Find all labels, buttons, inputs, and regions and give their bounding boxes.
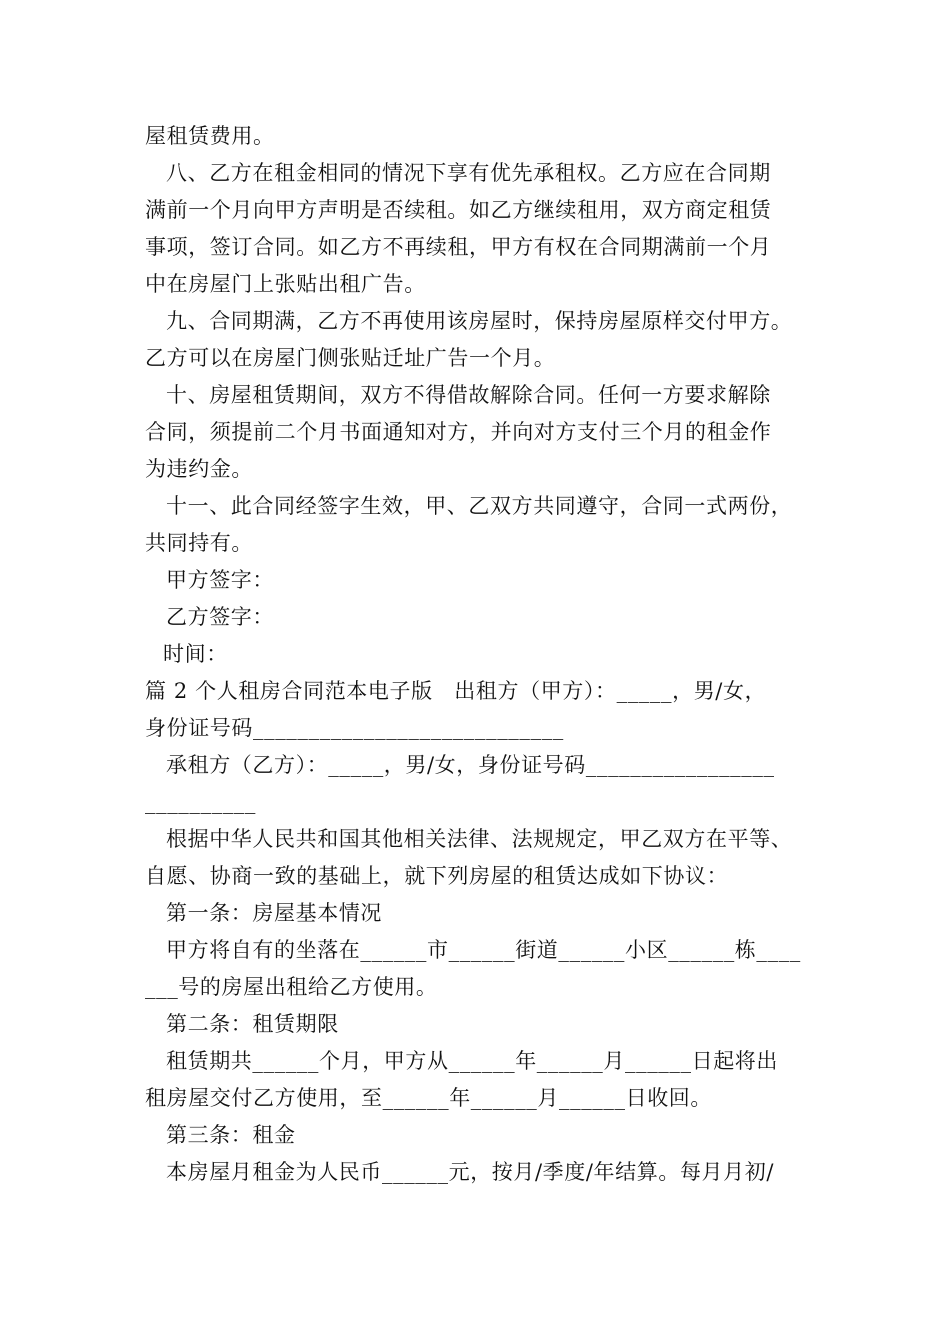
text-line: 八、乙方在租金相同的情况下享有优先承租权。乙方应在合同期	[166, 161, 771, 185]
text-line: 乙方可以在房屋门侧张贴迁址广告一个月。	[145, 346, 556, 370]
text-line: 共同持有。	[145, 531, 253, 555]
text-line: 租赁期共______个月，甲方从______年______月______日起将出	[166, 1049, 778, 1073]
text-line: 合同，须提前二个月书面通知对方，并向对方支付三个月的租金作	[145, 420, 772, 444]
article-heading: 第一条：房屋基本情况	[166, 901, 382, 925]
text-line: 中在房屋门上张贴出租广告。	[145, 272, 426, 296]
text-line: 满前一个月向甲方声明是否续租。如乙方继续租用，双方商定租赁	[145, 198, 772, 222]
signature-label-party-a: 甲方签字：	[166, 568, 274, 592]
text-line: 事项，签订合同。如乙方不再续租，甲方有权在合同期满前一个月	[145, 235, 772, 259]
text-line: __________	[145, 790, 256, 814]
text-line: 承租方（乙方）：_____，男/女，身份证号码_________________	[166, 753, 775, 777]
text-line: 甲方将自有的坐落在______市______街道______小区______栋____	[166, 938, 801, 962]
date-label: 时间：	[163, 642, 228, 666]
text-line: 屋租赁费用。	[145, 124, 275, 148]
signature-label-party-b: 乙方签字：	[166, 605, 274, 629]
text-line: 本房屋月租金为人民币______元，按月/季度/年结算。每月月初/	[166, 1160, 775, 1184]
text-line: 自愿、协商一致的基础上，就下列房屋的租赁达成如下协议：	[145, 864, 729, 888]
text-line: 身份证号码____________________________	[145, 716, 564, 740]
text-line: 十一、此合同经签字生效，甲、乙双方共同遵守，合同一式两份，	[166, 494, 793, 518]
text-line: 租房屋交付乙方使用，至______年______月______日收回。	[145, 1086, 712, 1110]
text-line: 十、房屋租赁期间，双方不得借故解除合同。任何一方要求解除	[166, 383, 771, 407]
article-heading: 第二条：租赁期限	[166, 1012, 339, 1036]
text-line: 九、合同期满，乙方不再使用该房屋时，保持房屋原样交付甲方。	[166, 309, 793, 333]
text-line: ___号的房屋出租给乙方使用。	[145, 975, 438, 999]
article-heading: 第三条：租金	[166, 1123, 296, 1147]
text-line: 为违约金。	[145, 457, 253, 481]
section-heading: 篇 2 个人租房合同范本电子版 出租方（甲方）：_____，男/女，	[145, 679, 767, 703]
text-line: 根据中华人民共和国其他相关法律、法规规定，甲乙双方在平等、	[166, 827, 793, 851]
